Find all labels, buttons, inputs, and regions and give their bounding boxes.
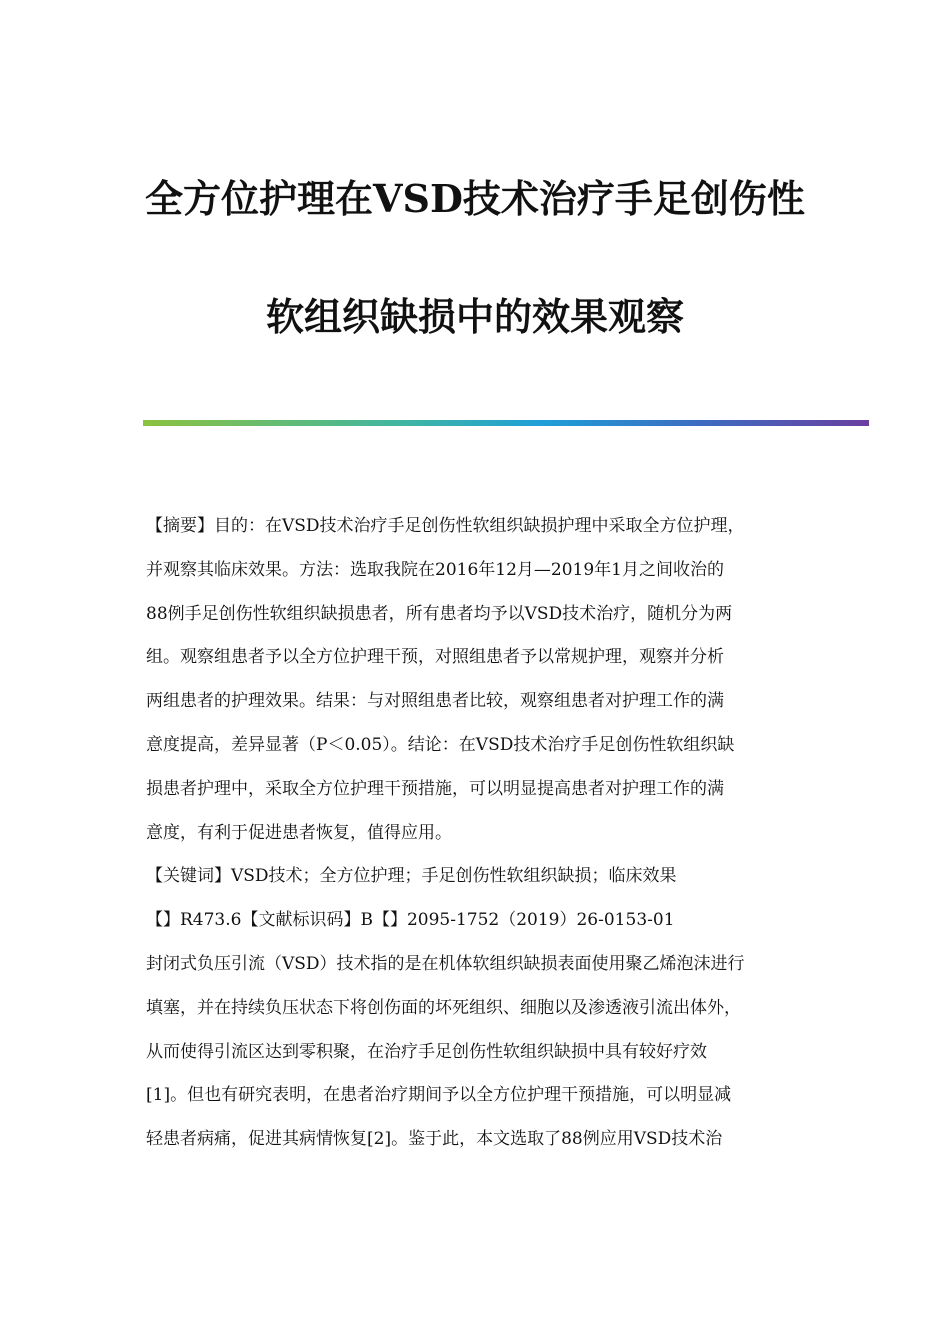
intro-line-3: 从而使得引流区达到零积聚，在治疗手足创伤性软组织缺损中具有较好疗效 bbox=[146, 1041, 707, 1062]
keywords-line: 【关键词】VSD技术；全方位护理；手足创伤性软组织缺损；临床效果 bbox=[146, 866, 677, 887]
abstract-line-8: 意度，有利于促进患者恢复，值得应用。 bbox=[146, 822, 452, 843]
title-divider bbox=[143, 420, 869, 426]
page-title-line-2: 软组织缺损中的效果观察 bbox=[265, 294, 684, 339]
abstract-line-7: 损患者护理中，采取全方位护理干预措施，可以明显提高患者对护理工作的满 bbox=[146, 778, 724, 799]
article-body bbox=[146, 505, 810, 1162]
abstract-line-1: 【摘要】目的：在VSD技术治疗手足创伤性软组织缺损护理中采取全方位护理， bbox=[146, 516, 745, 536]
intro-line-5: 轻患者病痛，促进其病情恢复[2]。鉴于此，本文选取了88例应用VSD技术治 bbox=[146, 1129, 723, 1150]
intro-line-1: 封闭式负压引流（VSD）技术指的是在机体软组织缺损表面使用聚乙烯泡沫进行 bbox=[146, 953, 745, 974]
abstract-line-4: 组。观察组患者予以全方位护理干预，对照组患者予以常规护理，观察并分析 bbox=[146, 647, 724, 668]
abstract-line-2: 并观察其临床效果。方法：选取我院在2016年12月—2019年1月之间收治的 bbox=[146, 559, 724, 580]
page-title-line-1: 全方位护理在VSD技术治疗手足创伤性 bbox=[145, 176, 805, 221]
abstract-line-5: 两组患者的护理效果。结果：与对照组患者比较，观察组患者对护理工作的满 bbox=[146, 691, 724, 712]
abstract-line-3: 88例手足创伤性软组织缺损患者，所有患者均予以VSD技术治疗，随机分为两 bbox=[146, 603, 733, 624]
intro-line-4: [1]。但也有研究表明，在患者治疗期间予以全方位护理干预措施，可以明显减 bbox=[146, 1085, 732, 1106]
intro-line-2: 填塞，并在持续负压状态下将创伤面的坏死组织、细胞以及渗透液引流出体外， bbox=[146, 997, 741, 1018]
abstract-line-6: 意度提高，差异显著（P＜0.05）。结论：在VSD技术治疗手足创伤性软组织缺 bbox=[146, 734, 735, 755]
classification-line: 【】R473.6【文献标识码】B【】2095-1752（2019）26-0153-01 bbox=[146, 910, 675, 931]
